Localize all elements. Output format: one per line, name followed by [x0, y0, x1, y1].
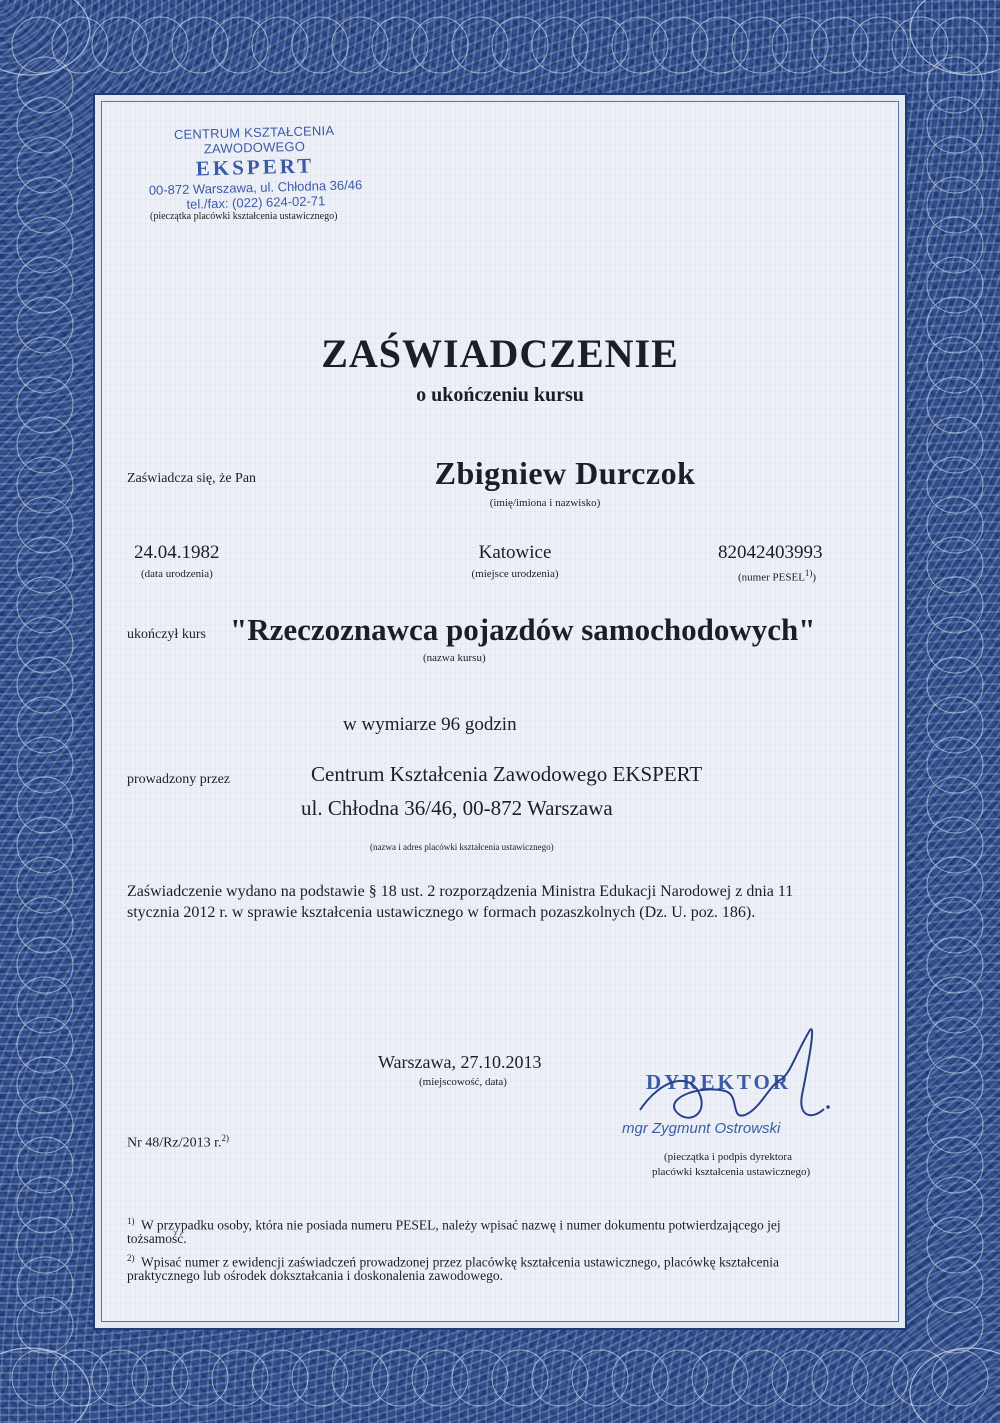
- stamp-line-3: 00-872 Warszawa, ul. Chłodna 36/46: [148, 177, 363, 198]
- recipient-name: Zbigniew Durczok: [434, 455, 696, 491]
- provider-line-1: Centrum Kształcenia Zawodowego EKSPERT: [311, 762, 703, 786]
- footnote-2-cont: praktycznego lub ośrodek dokształcania i doskonalenia zawodowego.: [127, 1268, 504, 1283]
- pesel-caption: (numer PESEL$^{1)}$): [738, 568, 817, 584]
- stamp-caption: (pieczątka placówki kształcenia ustawicznego): [150, 211, 338, 222]
- footnote-2: $^{2)}$ Wpisać numer z ewidencji zaświadczeń prowadzonej przez placówkę kształcenia ustawicznego, placówkę kształcenia: [127, 1253, 779, 1270]
- birth-date: 24.04.1982: [134, 542, 220, 563]
- certificate-number: Nr 48/Rz/2013 r.$^{2)}$: [127, 1133, 229, 1151]
- pesel-number: 82042403993: [718, 542, 823, 563]
- institution-stamp: [124, 122, 386, 214]
- course-label: ukończył kurs: [127, 627, 206, 642]
- course-hours: w wymiarze 96 godzin: [343, 714, 517, 735]
- course-name: "Rzeczoznawca pojazdów samochodowych": [230, 612, 816, 647]
- director-caption-2: placówki kształcenia ustawicznego): [652, 1166, 811, 1178]
- provider-label: prowadzony przez: [127, 772, 231, 787]
- director-signature: [630, 1025, 850, 1135]
- document-subtitle: o ukończeniu kursu: [416, 384, 584, 406]
- provider-caption: (nazwa i adres placówki kształcenia ustawicznego): [370, 842, 554, 852]
- birth-date-caption: (data urodzenia): [141, 568, 213, 580]
- course-caption: (nazwa kursu): [423, 652, 486, 664]
- birth-place: Katowice: [478, 542, 552, 563]
- document-title: ZAŚWIADCZENIE: [321, 331, 679, 376]
- recipient-label: Zaświadcza się, że Pan: [127, 471, 257, 486]
- footnote-1-cont: tożsamość.: [127, 1231, 187, 1246]
- recipient-name-caption: (imię/imiona i nazwisko): [489, 497, 601, 509]
- director-caption-1: (pieczątka i podpis dyrektora: [664, 1151, 792, 1163]
- issue-place-date: Warszawa, 27.10.2013: [378, 1052, 542, 1072]
- provider-line-2: ul. Chłodna 36/46, 00-872 Warszawa: [301, 796, 613, 820]
- legal-basis-line-1: Zaświadczenie wydano na podstawie § 18 ust. 2 rozporządzenia Ministra Edukacji Narodowej z dnia 11: [127, 883, 794, 900]
- issue-caption: (miejscowość, data): [419, 1076, 507, 1088]
- director-stamp-title: DYREKTOR: [646, 1070, 791, 1094]
- stamp-line-2: EKSPERT: [195, 153, 315, 181]
- birth-place-caption: (miejsce urodzenia): [471, 568, 559, 580]
- stamp-line-4: tel./fax: (022) 624-02-71: [186, 193, 326, 212]
- stamp-line-1: CENTRUM KSZTAŁCENIA ZAWODOWEGO: [173, 122, 335, 157]
- legal-basis-line-2: stycznia 2012 r. w sprawie kształcenia ustawicznego w formach pozaszkolnych (Dz. U. poz. 186).: [127, 904, 756, 921]
- footnote-1: $^{1)}$ W przypadku osoby, która nie posiada numeru PESEL, należy wpisać nazwę i numer dokumentu potwierdzającego jej: [127, 1216, 781, 1233]
- director-stamp-name: mgr Zygmunt Ostrowski: [622, 1120, 781, 1137]
